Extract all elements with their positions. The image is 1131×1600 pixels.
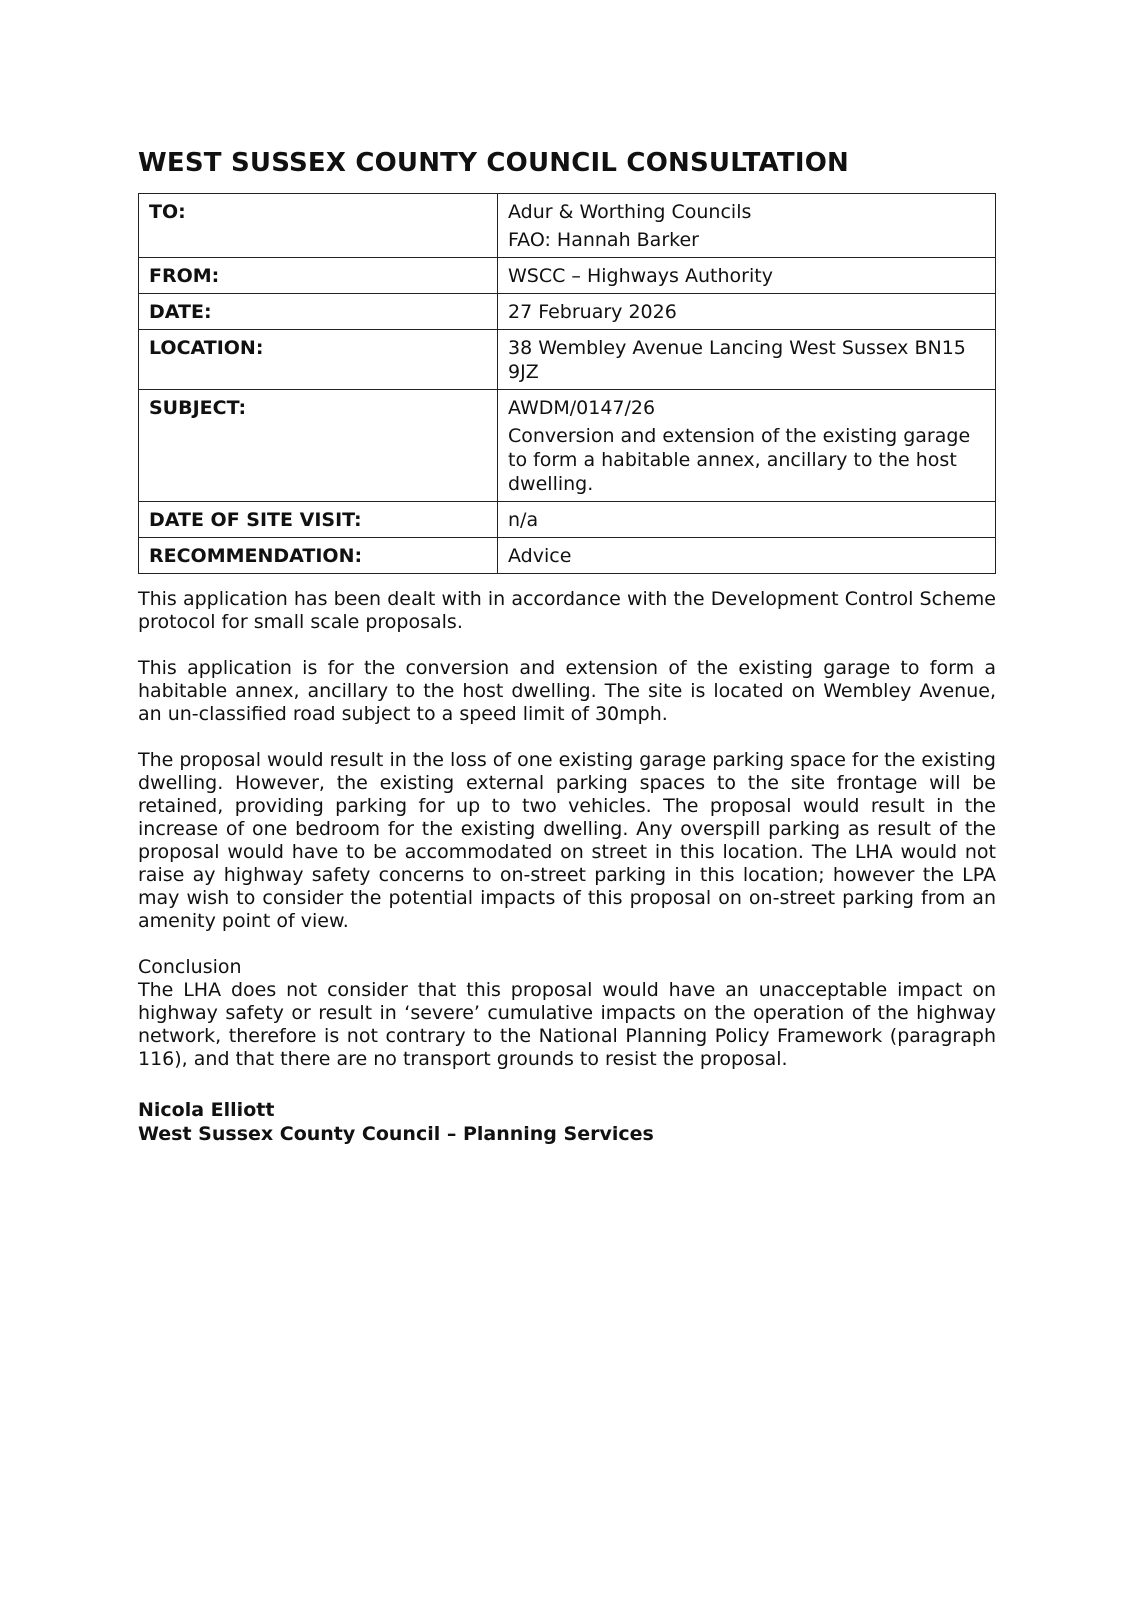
conclusion-heading: Conclusion (138, 956, 242, 978)
body-text (138, 588, 996, 1094)
row-value (498, 502, 996, 538)
value-line: WSCC – Highways Authority (508, 265, 773, 287)
row-label: RECOMMENDATION: (139, 538, 498, 574)
row-value (498, 294, 996, 330)
table-row-to (139, 194, 996, 258)
signatory-name: Nicola Elliott (138, 1099, 275, 1121)
paragraph-conclusion: The LHA does not consider that this proposal would have an unacceptable impact on highway safety or result in ‘severe’ cumulative impacts on the operation of the highway network, therefore is not contrary to the National Planning Policy Framework (paragraph 116), and that there are no transport grounds to resist the proposal. (138, 979, 996, 1070)
value-line: n/a (508, 509, 539, 531)
paragraph-application: This application is for the conversion and extension of the existing garage to form a habitable annex, ancillary to the host dwelling. The site is located on Wembley Avenue, an un-classified road subject to a speed limit of 30mph. (138, 657, 996, 725)
consultation-details-table (138, 193, 996, 574)
row-label: SUBJECT: (139, 390, 498, 502)
value-line: Advice (508, 545, 572, 567)
page-title: WEST SUSSEX COUNTY COUNCIL CONSULTATION (138, 148, 849, 178)
row-value (498, 390, 996, 502)
value-line: AWDM/0147/26 (508, 397, 656, 419)
value-line: 27 February 2026 (508, 301, 677, 323)
table-row-from (139, 258, 996, 294)
value-line: FAO: Hannah Barker (508, 229, 699, 251)
row-value (498, 538, 996, 574)
signature-block (138, 1098, 654, 1146)
row-value (498, 258, 996, 294)
table-row-date (139, 294, 996, 330)
table-row-recommendation (139, 538, 996, 574)
table-row-site-visit (139, 502, 996, 538)
signatory-organisation: West Sussex County Council – Planning Services (138, 1123, 654, 1145)
row-label: LOCATION: (139, 330, 498, 390)
table-row-subject (139, 390, 996, 502)
value-line: Conversion and extension of the existing garage to form a habitable annex, ancillary to the host dwelling. (508, 425, 971, 495)
row-value (498, 330, 996, 390)
paragraph-proposal: The proposal would result in the loss of one existing garage parking space for the existing dwelling. However, the existing external parking spaces to the site frontage will be retained, providing parking for up to two vehicles. The proposal would result in the increase of one bedroom for the existing dwelling. Any overspill parking as result of the proposal would have to be accommodated on street in this location. The LHA would not raise ay highway safety concerns to on-street parking in this location; however the LPA may wish to consider the potential impacts of this proposal on on-street parking from an amenity point of view. (138, 749, 996, 932)
row-label: DATE: (139, 294, 498, 330)
row-label: TO: (139, 194, 498, 258)
row-label: FROM: (139, 258, 498, 294)
paragraph-protocol: This application has been dealt with in accordance with the Development Control Scheme protocol for small scale proposals. (138, 588, 996, 633)
value-line: 38 Wembley Avenue Lancing West Sussex BN15 9JZ (508, 337, 966, 383)
value-line: Adur & Worthing Councils (508, 201, 752, 223)
row-value (498, 194, 996, 258)
row-label: DATE OF SITE VISIT: (139, 502, 498, 538)
table-row-location (139, 330, 996, 390)
